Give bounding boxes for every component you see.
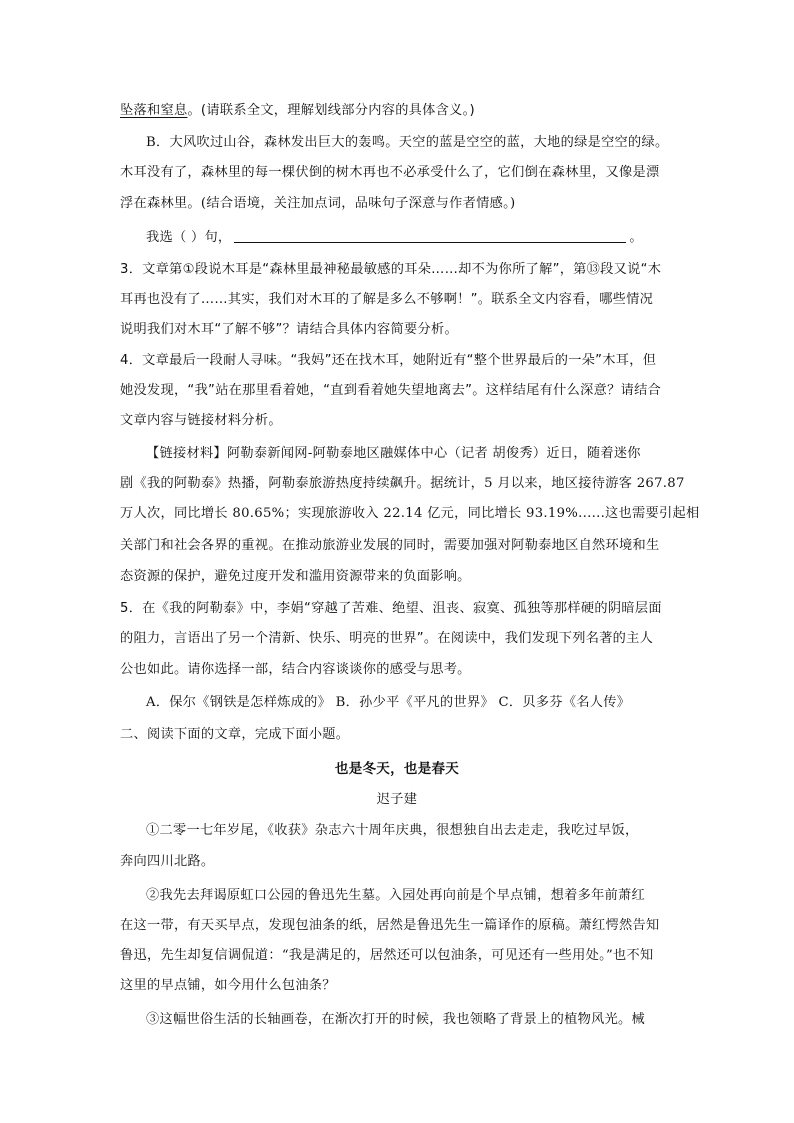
question-5-options: A．保尔《钢铁是怎样炼成的》 B．孙少平《平凡的世界》 C．贝多芬《名人传》 — [146, 695, 631, 710]
question-4-line-2: 她没发现，“我”站在那里看着她，“直到看着她失望地离去”。这样结尾有什么深意？请结合 — [120, 383, 662, 398]
link-material-line-3: 万人次，同比增长 80.65%；实现旅游收入 22.14 亿元，同比增长 93.19%......这也需要引起相 — [120, 506, 700, 521]
paragraph-1-line-1: ①二零一七年岁尾，《收获》杂志六十周年庆典，很想独自出去走走，我吃过早饭， — [146, 823, 639, 838]
question-5-line-2: 的阻力，言语出了另一个清新、快乐、明亮的世界”。在阅读中，我们发现下列名著的主人 — [120, 631, 654, 646]
option-b-line-3: 浮在森林里。(结合语境，关注加点词，品味句子深意与作者情感。) — [120, 196, 516, 211]
question-4-line-1: 4．文章最后一段耐人寻味。“我妈”还在找木耳，她附近有“整个世界最后的一朵”木耳，但 — [120, 353, 657, 368]
link-material-line-4: 关部门和社会各界的重视。在推动旅游业发展的同时，需要加强对阿勒泰地区自然环境和生 — [120, 538, 660, 553]
question-3-line-2: 耳再也没有了……其实，我们对木耳的了解是多么不够啊！”。联系全文内容看，哪些情况 — [120, 292, 654, 307]
answer-blank[interactable] — [234, 228, 626, 243]
paragraph-2-line-2: 在这一带，有天买早点，发现包油条的纸，居然是鲁迅先生一篇译作的原稿。萧红愕然告知 — [120, 918, 660, 933]
paragraph-2-line-1: ②我先去拜谒原虹口公园的鲁迅先生墓。入园处再向前是个早点铺，想着多年前萧红 — [146, 888, 646, 903]
instruction-text: 。(请联系全文，理解划线部分内容的具体含义。) — [187, 103, 475, 118]
question-3-line-3: 说明我们对木耳“了解不够”？请结合具体内容简要分析。 — [120, 322, 458, 337]
paragraph-2-line-4: 这里的早点铺，如今用什么包油条？ — [120, 978, 336, 993]
question-3-line-1: 3．文章第①段说木耳是“森林里最神秘最敏感的耳朵……却不为你所了解”，第⑬段又说“木 — [120, 262, 662, 277]
link-material-line-5: 态资源的保护，避免过度开发和滥用资源带来的负面影响。 — [120, 569, 471, 584]
link-material-line-1: 【链接材料】阿勒泰新闻网-阿勒泰地区融媒体中心（记者 胡俊秀）近日，随着迷你 — [146, 446, 641, 461]
section-2-heading: 二、阅读下面的文章，完成下面小题。 — [120, 727, 350, 742]
option-b-line-2: 木耳没有了，森林里的每一棵伏倒的树木再也不必承受什么了，它们倒在森林里，又像是漂 — [120, 165, 660, 180]
article-title: 也是冬天，也是春天 — [334, 761, 460, 777]
answer-line — [146, 228, 674, 248]
question-5-line-1: 5．在《我的阿勒泰》中，李娟“穿越了苦难、绝望、沮丧、寂寞、孤独等那样硬的阴暗层面 — [120, 601, 662, 616]
question-4-line-3: 文章内容与链接材料分析。 — [120, 413, 282, 428]
option-b-line-1: B．大风吹过山谷，森林发出巨大的轰鸣。天空的蓝是空空的蓝，大地的绿是空空的绿。 — [146, 135, 669, 150]
answer-prompt: 我选（ ）句， — [146, 230, 232, 245]
article-author: 迟子建 — [376, 792, 418, 807]
question-5-line-3: 公也如此。请你选择一部，结合内容谈谈你的感受与思考。 — [120, 662, 471, 677]
answer-end: 。 — [629, 230, 643, 245]
link-material-line-2: 剧《我的阿勒泰》热播，阿勒泰旅游热度持续飙升。据统计，5 月以来，地区接待游客 267.87 — [120, 476, 685, 491]
line-1 — [120, 101, 674, 121]
paragraph-3-line-1: ③这幅世俗生活的长轴画卷，在渐次打开的时候，我也领略了背景上的植物风光。械 — [146, 1012, 646, 1027]
paragraph-1-line-2: 奔向四川北路。 — [120, 854, 215, 869]
paragraph-2-line-3: 鲁迅，先生却复信调侃道：“我是满足的，居然还可以包油条，可见还有一些用处。”也不知 — [120, 948, 654, 963]
underlined-phrase: 坠落和窒息 — [120, 103, 188, 118]
